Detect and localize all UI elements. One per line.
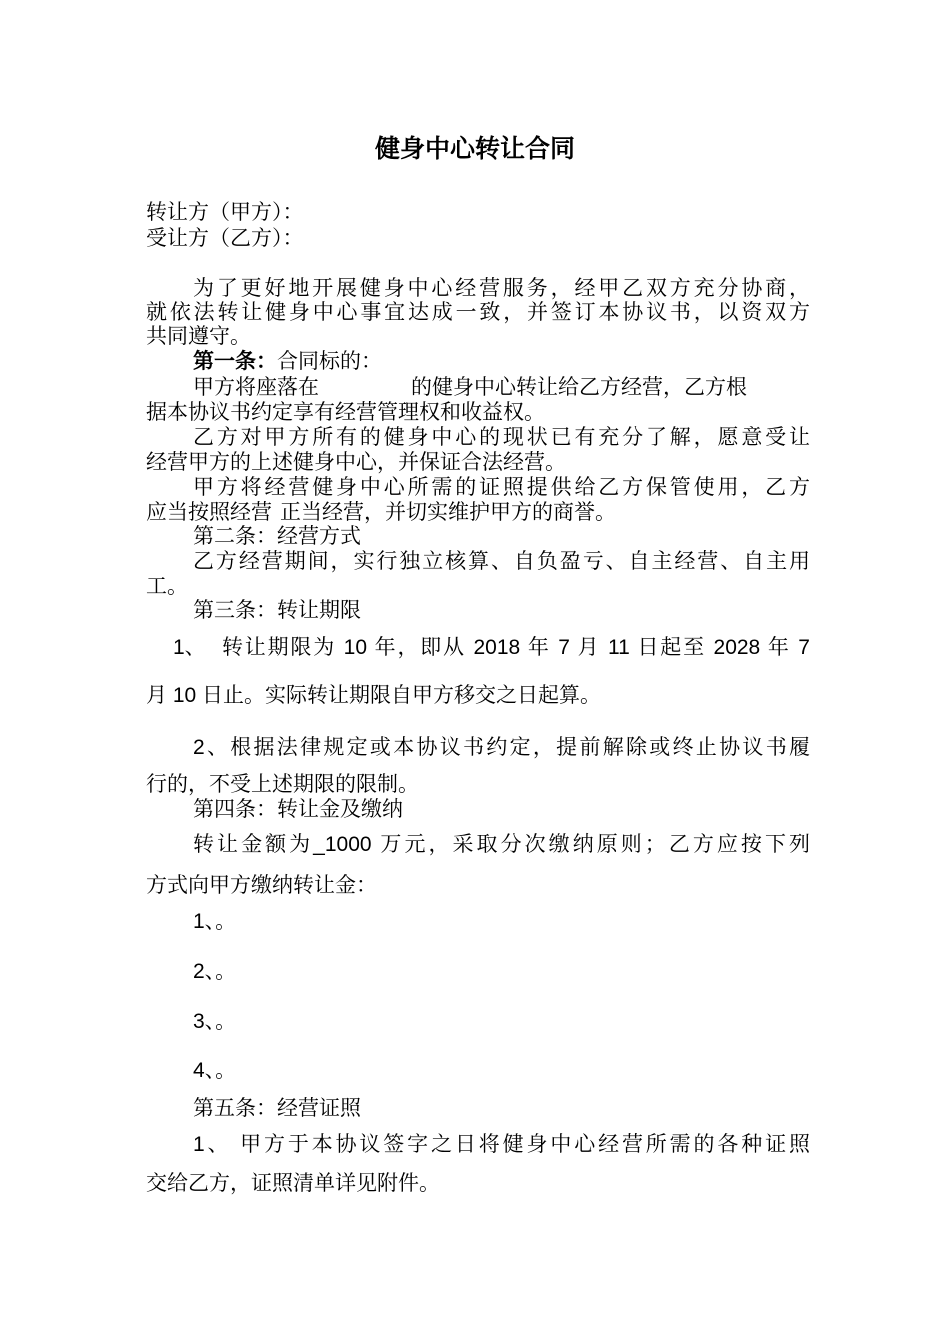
article-1-p3-line-1: 甲方将经营健身中心所需的证照提供给乙方保管使用，乙方 bbox=[193, 475, 810, 499]
article-2-line-2: 工。 bbox=[146, 574, 188, 598]
article-4-heading: 第四条：转让金及缴纳 bbox=[193, 797, 403, 821]
article-5-item-1-line-2: 交给乙方，证照清单详见附件。 bbox=[146, 1171, 440, 1195]
article-4-item-3: 3、。 bbox=[193, 1010, 237, 1033]
article-1-p2-line-2: 经营甲方的上述健身中心，并保证合法经营。 bbox=[146, 450, 566, 474]
article-3-item-2-line-1: 2、根据法律规定或本协议书约定，提前解除或终止协议书履 bbox=[193, 736, 810, 759]
article-1-p3-line-2a: 应当按照经营 bbox=[146, 500, 272, 524]
article-1-p1-start: 甲方将座落在 bbox=[193, 375, 319, 399]
article-4-item-4: 4、。 bbox=[193, 1059, 237, 1082]
article-3-item-1-number: 1、 bbox=[173, 636, 206, 659]
article-3-item-2-line-2: 行的，不受上述期限的限制。 bbox=[146, 772, 419, 796]
article-4-item-1: 1、。 bbox=[193, 910, 237, 933]
article-2-line-1: 乙方经营期间，实行独立核算、自负盈亏、自主经营、自主用 bbox=[193, 549, 810, 573]
article-1-heading-label: 第一条： bbox=[193, 348, 277, 373]
article-4-line-1: 转让金额为_1000 万元，采取分次缴纳原则；乙方应按下列 bbox=[193, 833, 810, 856]
party-b-line: 受让方（乙方）： bbox=[146, 226, 304, 250]
article-1-p1-line-2: 据本协议书约定享有经营管理权和收益权。 bbox=[146, 400, 545, 424]
article-4-item-2: 2、。 bbox=[193, 960, 237, 983]
article-3-heading: 第三条：转让期限 bbox=[193, 598, 361, 622]
article-4-line-2: 方式向甲方缴纳转让金： bbox=[146, 873, 377, 897]
article-1-p3-line-2b: 正当经营，并切实维护甲方的商誉。 bbox=[280, 500, 616, 524]
article-1-p3-line-2 bbox=[146, 500, 810, 524]
preamble-line-3: 共同遵守。 bbox=[146, 324, 251, 348]
article-1-p1-line-1 bbox=[193, 375, 810, 399]
article-5-item-1-line-1: 1、 甲方于本协议签字之日将健身中心经营所需的各种证照 bbox=[193, 1133, 810, 1156]
article-1-p1-end: 的健身中心转让给乙方经营，乙方根 bbox=[411, 375, 747, 399]
document-title: 健身中心转让合同 bbox=[374, 134, 575, 163]
preamble-line-2: 就依法转让健身中心事宜达成一致，并签订本协议书，以资双方 bbox=[146, 300, 810, 324]
article-1-p2-line-1: 乙方对甲方所有的健身中心的现状已有充分了解，愿意受让 bbox=[193, 425, 810, 449]
party-a-line: 转让方（甲方）： bbox=[146, 200, 304, 224]
preamble-line-1: 为了更好地开展健身中心经营服务，经甲乙双方充分协商， bbox=[193, 276, 810, 300]
article-1-heading-text: 合同标的： bbox=[277, 349, 382, 373]
article-1-heading bbox=[193, 349, 810, 373]
article-3-item-1-line-1: 转让期限为 10 年，即从 2018 年 7 月 11 日起至 2028 年 7 bbox=[222, 636, 810, 659]
article-3-item-1-line-2: 月 10 日止。实际转让期限自甲方移交之日起算。 bbox=[146, 684, 602, 707]
article-2-heading: 第二条：经营方式 bbox=[193, 524, 361, 548]
article-5-heading: 第五条：经营证照 bbox=[193, 1096, 361, 1120]
